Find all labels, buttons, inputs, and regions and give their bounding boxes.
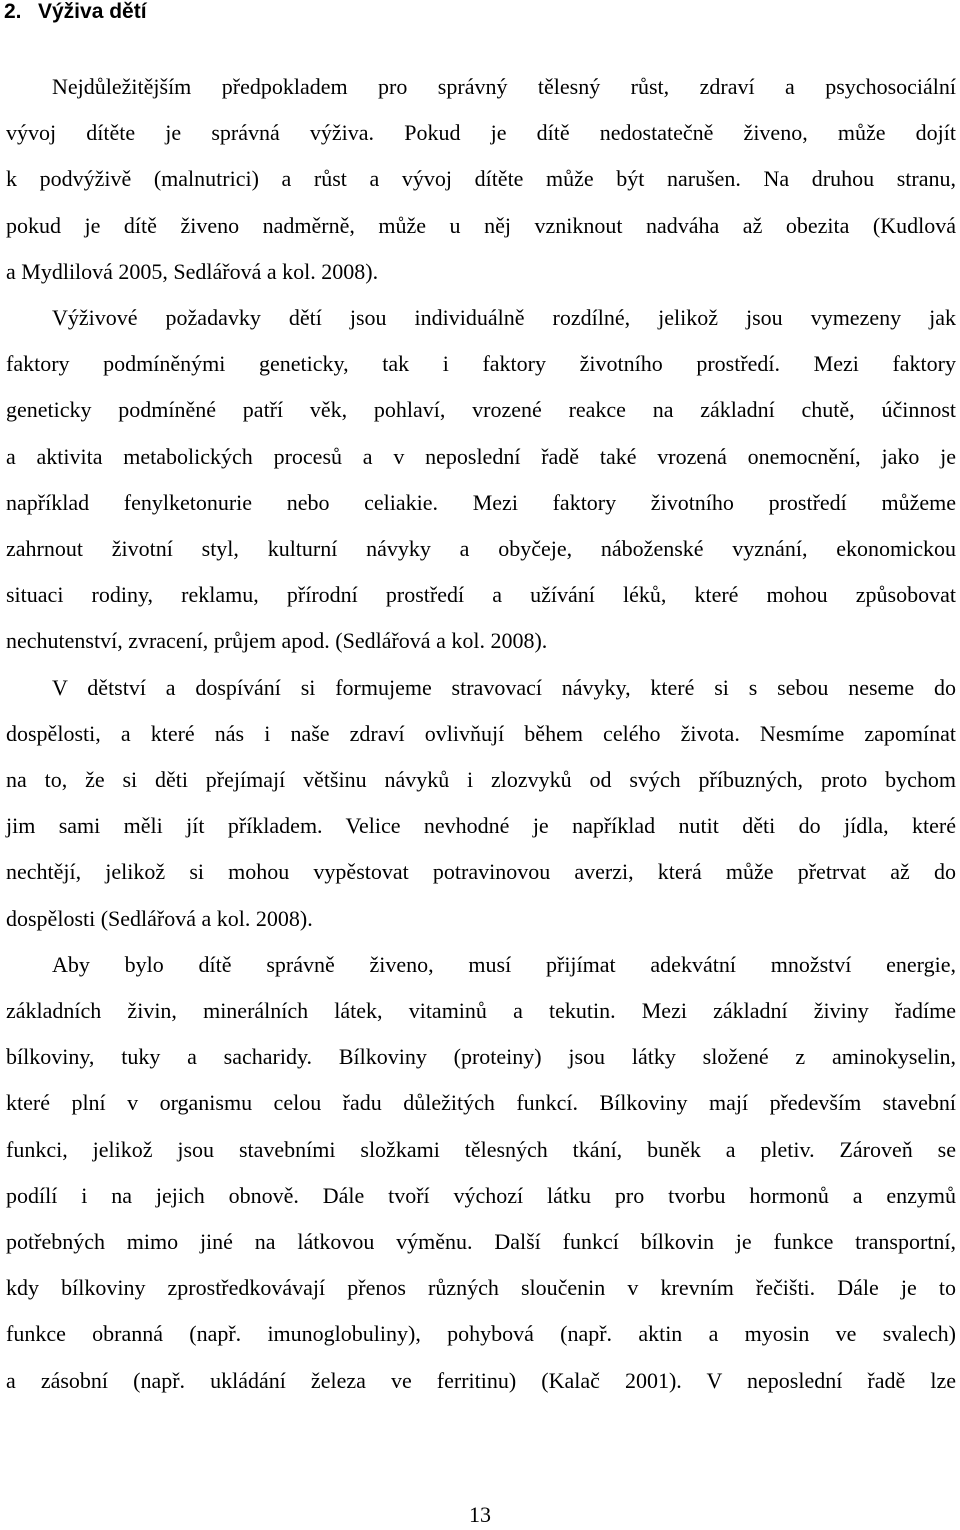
text-line: Výživové požadavky dětí jsou individuálně rozdílné, jelikož jsou vymezeny jak (52, 305, 956, 331)
text-line: vývoj dítěte je správná výživa. Pokud je dítě nedostatečně živeno, může dojít (6, 120, 956, 146)
text-line: funkci, jelikož jsou stavebními složkami tělesných tkání, buněk a pletiv. Zároveň se (6, 1136, 956, 1162)
text-line: geneticky podmíněné patří věk, pohlaví, vrozené reakce na základní chutě, účinnost (6, 397, 956, 423)
paragraph-requirements (6, 295, 956, 665)
text-line: faktory podmíněnými geneticky, tak i faktory životního prostředí. Mezi faktory (6, 351, 956, 377)
text-line: jim sami měli jít příkladem. Velice nevhodné je například nutit děti do jídla, které (6, 813, 956, 839)
section-title: Výživa dětí (38, 0, 147, 23)
text-line: například fenylketonurie nebo celiakie. Mezi faktory životního prostředí můžeme (6, 489, 956, 515)
text-line: kdy bílkoviny zprostředkovávají přenos různých sloučenin v krevním řečišti. Dále je to (6, 1275, 956, 1301)
text-line: podílí i na jejich obnově. Dále tvoří výchozí látku pro tvorbu hormonů a enzymů (6, 1182, 956, 1208)
text-line: Nejdůležitějším předpokladem pro správný tělesný růst, zdraví a psychosociální (52, 74, 956, 99)
section-heading (4, 0, 147, 28)
text-line: a Mydlilová 2005, Sedlářová a kol. 2008). (6, 258, 379, 284)
text-line: potřebných mimo jiné na látkovou výměnu. Další funkcí bílkovin je funkce transportní, (6, 1229, 956, 1255)
paragraph-intro (6, 64, 956, 295)
paragraph-nutrients (6, 942, 956, 1404)
text-line: V dětství a dospívání si formujeme stravovací návyky, které si s sebou neseme do (52, 674, 956, 700)
text-line: na to, že si děti přejímají většinu návyků i zlozvyků od svých příbuzných, proto bychom (6, 767, 956, 793)
page-number: 13 (469, 1502, 491, 1527)
text-line: nechutenství, zvracení, průjem apod. (Sedlářová a kol. 2008). (6, 628, 548, 654)
text-line: dospělosti, a které nás i naše zdraví ovlivňují během celého života. Nesmíme zapomínat (6, 720, 956, 746)
text-line: a zásobní (např. ukládání železa ve ferritinu) (Kalač 2001). V neposlední řadě lze (6, 1367, 956, 1393)
text-line: základních živin, minerálních látek, vitaminů a tekutin. Mezi základní živiny řadíme (6, 998, 956, 1024)
text-line: funkce obranná (např. imunoglobuliny), pohybová (např. aktin a myosin ve svalech) (6, 1321, 956, 1347)
text-line: které plní v organismu celou řadu důležitých funkcí. Bílkoviny mají především stavební (6, 1090, 956, 1116)
text-line: zahrnout životní styl, kulturní návyky a obyčeje, náboženské vyznání, ekonomickou (6, 536, 956, 562)
section-number: 2. (4, 0, 22, 23)
text-line: bílkoviny, tuky a sacharidy. Bílkoviny (proteiny) jsou látky složené z aminokyselin, (6, 1044, 956, 1070)
text-line: k podvýživě (malnutrici) a růst a vývoj dítěte může být narušen. Na druhou stranu, (6, 166, 956, 192)
text-line: Aby bylo dítě správně živeno, musí přijímat adekvátní množství energie, (52, 951, 956, 977)
text-line: situaci rodiny, reklamu, přírodní prostředí a užívání léků, které mohou způsobovat (6, 582, 956, 608)
text-line: pokud je dítě živeno nadměrně, může u něj vzniknout nadváha až obezita (Kudlová (6, 212, 956, 238)
paragraph-habits (6, 665, 956, 942)
text-line: dospělosti (Sedlářová a kol. 2008). (6, 905, 313, 931)
body-text (6, 64, 956, 1404)
text-line: nechtějí, jelikož si mohou vypěstovat potravinovou averzi, která může přetrvat až do (6, 859, 956, 885)
text-line: a aktivita metabolických procesů a v neposlední řadě také vrozená onemocnění, jako je (6, 443, 956, 469)
